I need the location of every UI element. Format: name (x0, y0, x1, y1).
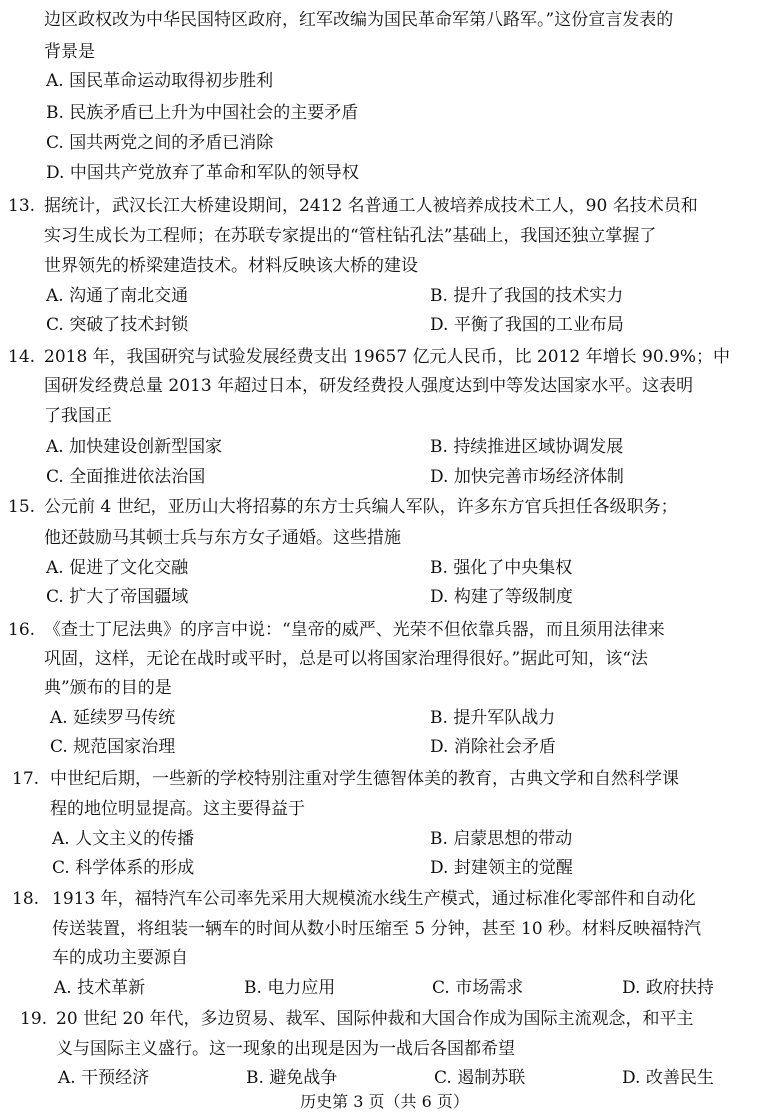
option-text: 持续推进区域协调发展 (453, 437, 624, 457)
option-letter: A. (52, 829, 70, 849)
option-b (430, 556, 572, 580)
option-letter: B. (430, 286, 448, 306)
question-line: 传送装置，将组装一辆车的时间从数小时压缩至 5 分钟，甚至 10 秒。材料反映福特汽 (52, 919, 702, 939)
question-line: 义与国际主义盛行。这一现象的出现是因为一战后各国都希望 (56, 1039, 515, 1059)
option-letter: D. (46, 163, 65, 183)
option-text: 电力应用 (267, 978, 336, 998)
question-line: 典”颁布的目的是 (44, 678, 172, 698)
option-text: 强化了中央集权 (453, 558, 573, 578)
question-number: 19. (20, 1009, 48, 1029)
option-letter: A. (46, 286, 64, 306)
option-letter: B. (430, 437, 448, 457)
option-c (50, 735, 175, 759)
option-letter: C. (46, 467, 64, 487)
option-text: 市场需求 (455, 978, 524, 998)
intro-line-2: 背景是 (44, 42, 95, 62)
option-letter: C. (432, 978, 450, 998)
question-number: 15. (8, 497, 36, 517)
question-number: 14. (8, 347, 36, 367)
question-line: 2018 年，我国研究与试验发展经费支出 19657 亿元人民币，比 2012 年增长 90.9%；中 (44, 347, 731, 367)
option-a (46, 284, 188, 308)
option-a (52, 827, 194, 851)
option-d (430, 313, 624, 337)
question-line: 国研发经费总量 2013 年超过日本，研发经费投人强度达到中等发达国家水平。这表明 (44, 376, 694, 396)
option-c (432, 976, 523, 1000)
question-line: 世界领先的桥梁建造技术。材料反映该大桥的建设 (44, 256, 418, 276)
question-line: 《查士丁尼法典》的序言中说：“皇帝的威严、光荣不但依靠兵器，而且须用法律来 (44, 620, 665, 640)
intro-option-c (46, 131, 273, 155)
option-c (46, 585, 188, 609)
option-letter: B. (430, 708, 448, 728)
option-letter: A. (46, 437, 64, 457)
option-letter: C. (46, 315, 64, 335)
option-letter: B. (244, 978, 262, 998)
option-text: 遏制苏联 (457, 1068, 526, 1088)
option-b (430, 706, 555, 730)
option-text: 促进了文化交融 (69, 558, 189, 578)
page-footer: 历史第 3 页（共 6 页） (300, 1092, 469, 1111)
option-text: 政府扶持 (645, 978, 714, 998)
question-line: 20 世纪 20 年代，多边贸易、裁军、国际仲裁和大国合作成为国际主流观念，和平主 (56, 1009, 694, 1029)
option-letter: A. (58, 1068, 76, 1088)
option-b (430, 827, 572, 851)
option-d (622, 976, 714, 1000)
option-letter: D. (430, 315, 449, 335)
option-c (46, 465, 205, 489)
question-line: 1913 年，福特汽车公司率先采用大规模流水线生产模式，通过标准化零部件和自动化 (52, 889, 696, 909)
option-text: 规范国家治理 (73, 737, 176, 757)
option-text: 扩大了帝国疆域 (69, 587, 189, 607)
option-letter: A. (54, 978, 72, 998)
option-letter: D. (430, 467, 449, 487)
question-line: 程的地位明显提高。这主要得益于 (50, 799, 305, 819)
option-c (434, 1066, 525, 1090)
option-text: 平衡了我国的工业布局 (453, 315, 624, 335)
question-line: 公元前 4 世纪，亚历山大将招募的东方士兵编人军队，许多东方官兵担任各级职务； (44, 497, 678, 517)
option-a (46, 435, 222, 459)
question-line: 据统计，武汉长江大桥建设期间，2412 名普通工人被培养成技术工人，90 名技术员和 (44, 196, 698, 216)
option-a (46, 556, 188, 580)
option-text: 延续罗马传统 (73, 708, 176, 728)
intro-option-b (46, 101, 358, 125)
option-d (430, 856, 573, 880)
option-b (246, 1066, 337, 1090)
option-text: 消除社会矛盾 (453, 737, 556, 757)
intro-line-1: 边区政权改为中华民国特区政府，红军改编为国民革命军第八路军。”这份宣言发表的 (44, 10, 674, 30)
option-text: 加快建设创新型国家 (69, 437, 223, 457)
question-line: 巩固，这样，无论在战时或平时，总是可以将国家治理得很好。”据此可知，该“法 (44, 649, 648, 669)
question-number: 18. (12, 889, 40, 909)
option-letter: C. (52, 858, 70, 878)
option-letter: B. (46, 103, 64, 123)
question-line: 车的成功主要源自 (52, 948, 188, 968)
option-a (58, 1066, 149, 1090)
option-c (52, 856, 194, 880)
option-text: 突破了技术封锁 (69, 315, 189, 335)
option-letter: B. (246, 1068, 264, 1088)
option-d (430, 735, 556, 759)
question-line: 中世纪后期，一些新的学校特别注重对学生德智体美的教育，古典文学和自然科学课 (50, 769, 679, 789)
option-letter: A. (46, 71, 64, 91)
option-letter: D. (622, 978, 641, 998)
option-text: 中国共产党放弃了革命和军队的领导权 (69, 163, 359, 183)
option-letter: D. (430, 587, 449, 607)
option-text: 提升了我国的技术实力 (453, 286, 624, 306)
option-b (244, 976, 335, 1000)
question-number: 16. (8, 620, 36, 640)
option-letter: C. (434, 1068, 452, 1088)
option-letter: A. (46, 558, 64, 578)
option-text: 避免战争 (269, 1068, 338, 1088)
option-letter: C. (46, 587, 64, 607)
question-line: 实习生成长为工程师；在苏联专家提出的“管柱钻孔法”基础上，我国还独立掌握了 (44, 226, 657, 246)
question-line: 他还鼓励马其顿士兵与东方女子通婚。这些措施 (44, 528, 401, 548)
option-letter: D. (622, 1068, 641, 1088)
option-text: 干预经济 (81, 1068, 150, 1088)
option-text: 国共两党之间的矛盾已消除 (69, 133, 274, 153)
option-text: 人文主义的传播 (75, 829, 195, 849)
option-d (430, 585, 573, 609)
option-letter: B. (430, 829, 448, 849)
option-d (622, 1066, 714, 1090)
option-c (46, 313, 188, 337)
option-text: 构建了等级制度 (453, 587, 573, 607)
intro-option-d (46, 161, 359, 185)
option-letter: D. (430, 737, 449, 757)
option-b (430, 284, 623, 308)
question-number: 13. (8, 196, 36, 216)
option-text: 科学体系的形成 (75, 858, 195, 878)
option-text: 全面推进依法治国 (69, 467, 206, 487)
option-letter: C. (50, 737, 68, 757)
option-letter: C. (46, 133, 64, 153)
intro-option-a (46, 69, 273, 93)
option-letter: B. (430, 558, 448, 578)
option-text: 加快完善市场经济体制 (453, 467, 624, 487)
option-letter: A. (50, 708, 68, 728)
option-text: 提升军队战力 (453, 708, 556, 728)
option-text: 沟通了南北交通 (69, 286, 189, 306)
question-line: 了我国正 (44, 406, 112, 426)
question-number: 17. (12, 769, 40, 789)
option-letter: D. (430, 858, 449, 878)
option-d (430, 465, 624, 489)
option-text: 启蒙思想的带动 (453, 829, 573, 849)
option-text: 改善民生 (645, 1068, 714, 1088)
option-a (54, 976, 145, 1000)
option-text: 封建领主的觉醒 (453, 858, 573, 878)
option-text: 技术革新 (77, 978, 146, 998)
option-a (50, 706, 175, 730)
option-text: 民族矛盾已上升为中国社会的主要矛盾 (69, 103, 359, 123)
option-text: 国民革命运动取得初步胜利 (69, 71, 274, 91)
option-b (430, 435, 623, 459)
